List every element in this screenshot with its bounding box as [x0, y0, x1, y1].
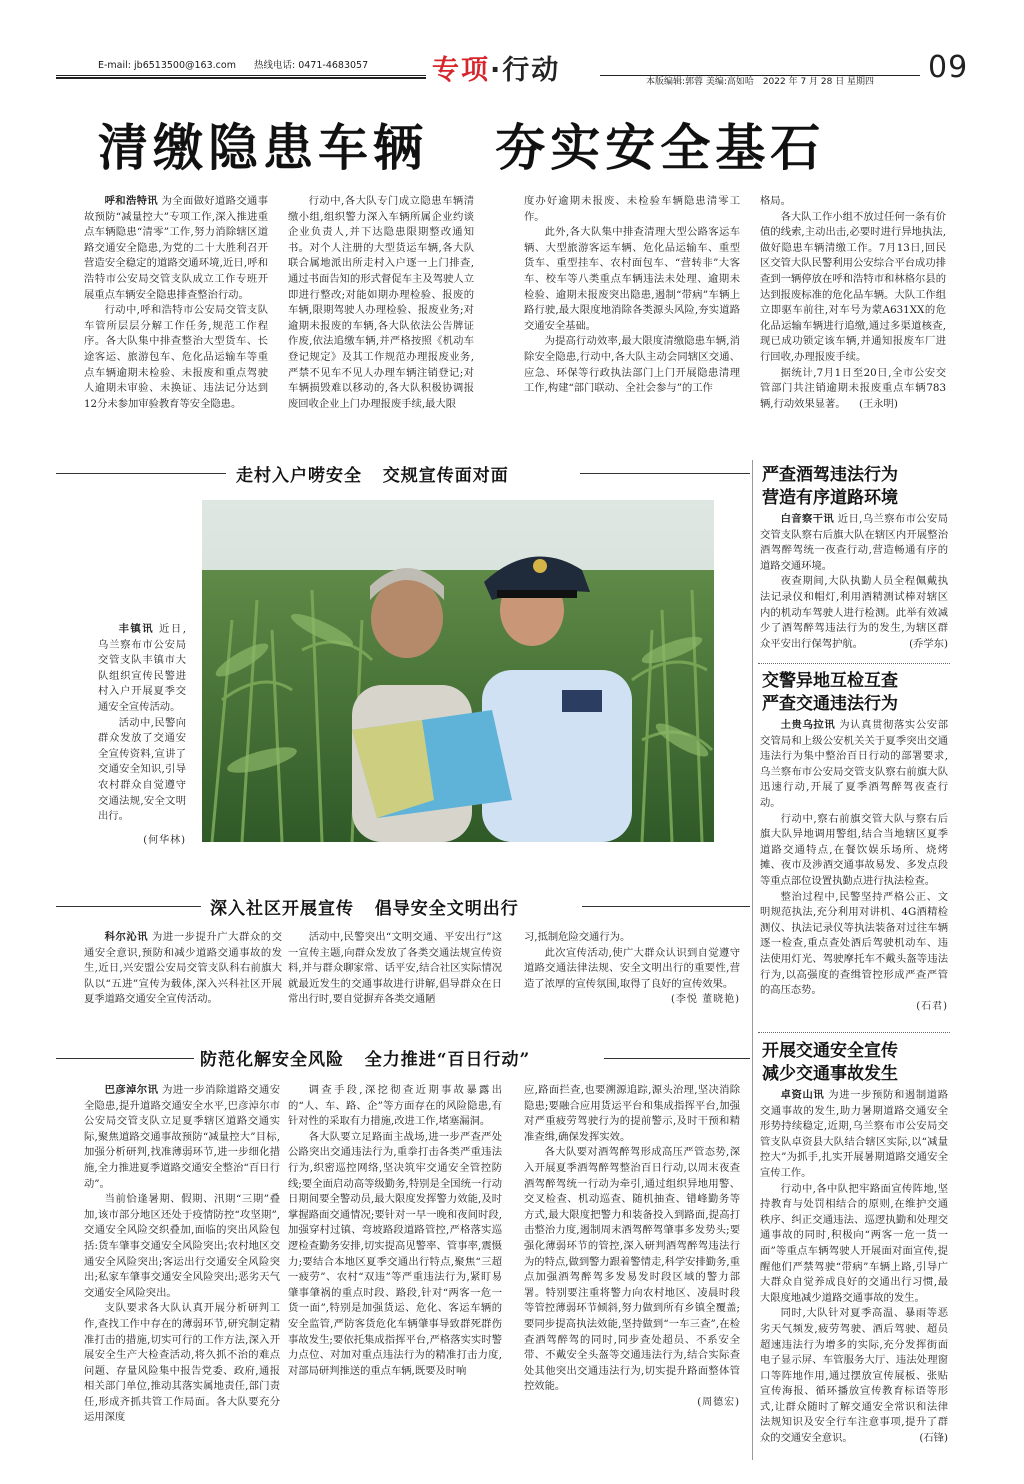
- paragraph: 各大队工作小组不放过任何一条有价值的线索,主动出击,必要时进行异地执法,做好隐患车辆清缴工作。7月13日,回民区交管大队民警利用公安综合平台成功排查到一辆停放在呼和浩特市和林格尔县的达到报废标准的危化品车辆。大队工作组立即驱车前往,对车号为蒙A631XX的危化品运输车辆进行追缴,通过多渠道核查,现已成功锁定该车辆,并通知报废车厂进行回收,办理报废手续。: [760, 210, 946, 363]
- byline: (周德宏): [697, 1396, 740, 1408]
- paragraph: 为全面做好道路交通事故预防“减量控大”专项工作,深入推进重点车辆隐患“清零”工作,努力消除辖区道路交通安全隐患,为党的二十大胜利召开营造安全稳定的道路交通环境,近日,呼和浩特市公安局交管支队成立工作专班开展重点车辆安全隐患排查整治行动。: [84, 195, 268, 301]
- hotline-number: 0471-4683057: [298, 60, 369, 71]
- paragraph: 此次宣传活动,使广大群众认识到自觉遵守道路交通法律法规、安全文明出行的重要性,营造了浓厚的宣传氛围,取得了良好的宣传效果。: [524, 946, 740, 990]
- paragraph: 夜查期间,大队执勤人员全程佩戴执法记录仪和帽灯,利用酒精测试棒对辖区内的机动车驾驶人进行检测。此举有效减少了酒驾醉驾违法行为的发生,为辖区群众平安出行保驾护航。 (乔学东): [760, 574, 948, 652]
- photo-story-title: 走村入户唠安全 交规宣传面对面: [236, 466, 509, 486]
- issue-date: 2022 年 7 月 28 日 星期四: [762, 77, 875, 87]
- paragraph: 整治过程中,民警坚持严格公正、文明规范执法,充分利用对讲机、4G酒精检测仪、执法记录仪等执法装备对过往车辆逐一检查,重点查处酒后驾驶机动车、违法使用灯光、驾驶摩托车不戴头盔等违法行为,以高强度的查缉管控形成严查严管的高压态势。: [760, 890, 948, 997]
- paragraph: 各大队要对酒驾醉驾形成高压严管态势,深入开展夏季酒驾醉驾整治百日行动,以周末夜查酒驾醉驾统一行动为牵引,通过组织异地用警、交叉检查、机动巡查、随机抽查、错峰勤务等方式,最大限度把警力和装备投入到路面,提高打击整治力度,遏制周末酒驾醉驾肇事多发势头;要强化薄弱环节的管控,深入研判酒驾醉驾违法行为的特点,做到警力跟着警情走,科学安排勤务,重点加强酒驾醉驾多发易发时段区域的警力部署。特别要注重将警力向农村地区、凌晨时段等管控薄弱环节倾斜,努力做到所有乡镇全覆盖;要同步提高执法效能,坚持做到“一车三查”,在检查酒驾醉驾的同时,同步查处超员、不系安全带、不戴安全头盔等交通违法行为,结合实际查处其他突出交通违法行为,切实提升路面整体管控效能。: [524, 1146, 740, 1393]
- article3-title: 防范化解安全风险 全力推进“百日行动”: [200, 1050, 531, 1070]
- paragraph: 同时,大队针对夏季高温、暴雨等恶劣天气频发,疲劳驾驶、酒后驾驶、超员超速违法行为增多的实际,充分发挥街面电子显示屏、车管服务大厅、违法处理窗口等阵地作用,通过摆放宣传展板、张贴宣传海报、循环播放宣传教育标语等形式,让群众随时了解交通安全常识和法律法规知识及安全行车注意事项,提升了群众的交通安全意识。 (石锋): [760, 1306, 948, 1446]
- sidebar-item2-text: [760, 718, 948, 1028]
- byline: (王永明): [858, 397, 898, 410]
- paragraph: 行动中,察右前旗交管大队与察右后旗大队异地调用警组,结合当地辖区夏季道路交通特点,在餐饮娱乐场所、烧烤摊、夜市及涉酒交通事故易发、多发点段等重点部位设置执勤点进行执法检查。: [760, 812, 948, 887]
- email-address[interactable]: jb6513500@163.com: [134, 60, 236, 71]
- header-rule-left: [56, 75, 426, 76]
- paragraph: 此外,各大队集中排查清理大型公路客运车辆、大型旅游客运车辆、危化品运输车、重型货车、重型挂车、农村面包车、“营转非”大客车、校车等八类重点车辆违法未处理、逾期未检验、逾期未报废突出隐患,遏制“带病”车辆上路行驶,最大限度地消除各类源头风险,夯实道路交通安全基础。: [524, 226, 740, 332]
- byline: (石锋): [919, 1432, 948, 1445]
- dateline: 科尔沁讯: [104, 931, 149, 943]
- main-article-col-2: [288, 194, 474, 462]
- sidebar-item1-title-line1: 严查酒驾违法行为: [762, 465, 898, 485]
- paragraph: 为进一步消除道路交通安全隐患,提升道路交通安全水平,巴彦淖尔市公安局交管支队立足夏季辖区道路交通实际,聚焦道路交通事故预防“减量控大”目标,加强分析研判,找准薄弱环节,进一步细化措施,全力推进夏季道路交通安全整治“百日行动”。: [84, 1084, 280, 1190]
- article2-col-3: [524, 930, 740, 1030]
- sidebar-separator-2: [758, 1032, 950, 1033]
- email-label: E-mail:: [98, 60, 131, 71]
- paragraph: 各大队要立足路面主战场,进一步严查严处公路突出交通违法行为,重拳打击各类严重违法行为,织密巡控网络,坚决筑牢交通安全管控防线;要全面启动高等级勤务,特别是全国统一行动日期间要全警动员,最大限度发挥警力效能,及时掌握路面交通情况;要针对一早一晚和夜间时段,加强穿村过镇、弯坡路段道路管控,严格落实巡逻检查勤务安排,切实提高见警率、管事率,震慑力;要结合本地区夏季交通出行特点,聚焦“三超一疲劳”、农村“双违”等严重违法行为,紧盯易肇事肇祸的重点时段、路段,针对“两客一危一货一面”,特别是加强货运、危化、客运车辆的安全监管,严防客货危化车辆肇事导致群死群伤事故发生;要依托集成指挥平台,严格落实实时警力点位、对加对重点违法行为的精准打击力度,对部局研判推送的重点车辆,既要及时响: [288, 1130, 502, 1377]
- sidebar-item2-title: [762, 670, 952, 716]
- main-article-col-3: [524, 194, 740, 462]
- sidebar-separator-1: [758, 663, 950, 664]
- article2-col-1: [84, 930, 282, 1030]
- byline: (石君): [916, 1000, 948, 1012]
- dateline: 丰镇讯: [118, 623, 155, 635]
- article3-col-1: [84, 1083, 280, 1459]
- main-headline: 清缴隐患车辆 夯实安全基石: [98, 119, 826, 177]
- paragraph: 行动中,各中队把牢路面宣传阵地,坚持教育与处罚相结合的原则,在维护交通秩序、纠正交通违法、巡逻执勤和处理交通事故的同时,积极向“两客一危一货一面”等重点车辆驾驶人开展面对面宣传,提醒他们严禁驾驶“带病”车辆上路,引导广大群众自觉养成良好的交通出行习惯,最大限度地减少道路交通事故的发生。: [760, 1182, 948, 1304]
- byline: (乔学东): [909, 637, 948, 650]
- article2-rule-left: [56, 906, 201, 907]
- byline: (何华林): [143, 834, 186, 846]
- article2-title: 深入社区开展宣传 倡导安全文明出行: [210, 899, 519, 919]
- paragraph: 当前恰逢暑期、假期、汛期“三期”叠加,该市部分地区还处于疫情防控“攻坚期”,交通安全风险交织叠加,面临的突出风险包括:货车肇事交通安全风险突出;农村地区交通安全风险突出;客运出行交通安全风险突出;私家车肇事交通安全风险突出;恶劣天气交通安全风险突出。: [84, 1193, 280, 1299]
- header-rule-left-thick: [56, 77, 426, 79]
- paragraph: 近日,乌兰察布市公安局交管支队察右后旗大队在辖区内开展整治酒驾醉驾统一夜查行动,营造畅通有序的道路交通环境。: [760, 513, 948, 572]
- sidebar-item1-text: [760, 512, 948, 660]
- sidebar-item2-title-line2: 严查交通违法行为: [762, 694, 898, 714]
- editors-line: [646, 76, 874, 89]
- sidebar-item1-title: [762, 464, 952, 510]
- paragraph: 行动中,各大队专门成立隐患车辆清缴小组,组织警力深入车辆所属企业约谈企业负责人,并下达隐患限期整改通知书。对个人注册的大型货运车辆,各大队联合属地派出所走村入户逐一上门排查,通过书面告知的形式督促车主及驾驶人立即进行整改;对能如期办理检验、报废的车辆,限期驾驶人办理检验、报废业务;对逾期未报废的车辆,各大队依法公告牌证作废,依法追缴车辆,并严格按照《机动车登记规定》及其工作规范办理报废业务,严禁不见车不见人办理车辆注销登记;对车辆损毁难以移动的,各大队积极协调报废回收企业上门办理报废手续,最大限: [288, 195, 474, 410]
- hotline-label: 热线电话:: [254, 60, 296, 71]
- main-article-col-1: [84, 194, 268, 462]
- dateline: 白音察干讯: [780, 513, 835, 525]
- photo-story-rule-left: [56, 473, 226, 474]
- article2-col-2: [288, 930, 502, 1030]
- dateline: 土贵乌拉讯: [780, 719, 836, 731]
- section-name-part2: 行动: [502, 55, 561, 86]
- page-number: 09: [928, 50, 969, 85]
- paragraph: 为提高行动效率,最大限度清缴隐患车辆,消除安全隐患,行动中,各大队主动会同辖区交通、应急、环保等行政执法部门上门开展隐患清理工作,构建“部门联动、全社会参与”的工作: [524, 335, 740, 395]
- sidebar-item2-title-line1: 交警异地互检互查: [762, 671, 898, 691]
- article3-col-3: [524, 1083, 740, 1459]
- byline: (李悦 董晓艳): [671, 994, 740, 1006]
- paragraph: 活动中,民警突出“文明交通、平安出行”这一宣传主题,向群众发放了各类交通法规宣传资料,并与群众聊家常、话平安,结合社区实际情况就最近发生的交通事故进行讲解,倡导群众在日常出行时,要自觉摒弃各类交通陋: [288, 931, 502, 1006]
- paragraph: 近日,乌兰察布市公安局交管支队丰镇市大队组织宣传民警进村入户开展夏季交通安全宣传活动。: [98, 623, 186, 713]
- paragraph: 习,抵制危险交通行为。: [524, 931, 631, 943]
- cornfield-photo: [202, 500, 714, 842]
- sidebar-item3-text: [760, 1088, 948, 1460]
- dateline: 卓资山讯: [780, 1089, 825, 1101]
- sidebar-divider: [752, 460, 753, 1460]
- sidebar-item3-title-line1: 开展交通安全宣传: [762, 1041, 898, 1061]
- news-photo: [202, 500, 714, 842]
- section-name-part1: 专项: [432, 55, 490, 86]
- sidebar-item3-title-line2: 减少交通事故发生: [762, 1064, 898, 1084]
- paragraph: 度办好逾期未报废、未检验车辆隐患清零工作。: [524, 195, 740, 223]
- sidebar-item3-title: [762, 1040, 952, 1086]
- main-article-col-4: [760, 194, 946, 462]
- article3-rule-left: [56, 1058, 194, 1059]
- paragraph: 据统计,7月1日至20日,全市公安交管部门共注销逾期未报废重点车辆783辆,行动效果显著。 (王永明): [760, 366, 946, 410]
- section-dot: ·: [490, 55, 503, 86]
- paragraph: 格局。: [760, 195, 791, 207]
- paragraph: 应,路面拦查,也要溯源追踪,源头治理,坚决消除隐患;要融合应用货运平台和集成指挥平台,加强对严重疲劳驾驶行为的提前警示,及时干预和精准查缉,确保发挥实效。: [524, 1084, 740, 1143]
- paragraph: 支队要求各大队认真开展分析研判工作,查找工作中存在的薄弱环节,研究制定精准打击的措施,切实可行的工作方法,深入开展安全生产大检查活动,将久抓不治的难点问题、存量风险集中报告党委、政府,通报相关部门单位,推动其落实属地责任,部门责任,形成齐抓共管工作局面。各大队要充分运用深度: [84, 1302, 280, 1424]
- photo-story-text: [98, 622, 186, 852]
- section-name: [432, 48, 560, 87]
- hotline-line: [254, 59, 368, 72]
- paragraph: 调查手段,深挖彻查近期事故暴露出的“人、车、路、企”等方面存在的风险隐患,有针对性的采取有力措施,改进工作,堵塞漏洞。: [288, 1084, 502, 1128]
- paragraph: 活动中,民警向群众发放了交通安全宣传资料,宣讲了交通安全知识,引导农村群众自觉遵守交通法规,安全文明出行。: [98, 716, 186, 823]
- paragraph: 为认真贯彻落实公安部交管局和上级公安机关关于夏季突出交通违法行为集中整治百日行动的部署要求,乌兰察布市公安局交管支队察右前旗大队迅速行动,开展了夏季酒驾醉驾夜查行动。: [760, 719, 948, 809]
- article3-col-2: [288, 1083, 502, 1459]
- dateline: 巴彦淖尔讯: [104, 1084, 159, 1096]
- email-line: [98, 59, 236, 72]
- article2-rule-right: [582, 906, 750, 907]
- header-rule-right: [600, 75, 920, 76]
- sidebar-item1-title-line2: 营造有序道路环境: [762, 488, 898, 508]
- dateline: 呼和浩特讯: [104, 195, 158, 207]
- paragraph: 行动中,呼和浩特市公安局交管支队车管所层层分解工作任务,规范工作程序。各大队集中排查整治大型货车、长途客运、旅游包车、危化品运输车等重点车辆逾期未检验、未报废和重点驾驶人逾期未审验、未换证、违法记分达到12分未参加审验教育等安全隐患。: [84, 304, 268, 410]
- article3-rule-right: [604, 1058, 750, 1059]
- paragraph: 为进一步提升广大群众的交通安全意识,预防和减少道路交通事故的发生,近日,兴安盟公安局交管支队科右前旗大队以“五进”宣传为载体,深入兴科社区开展夏季道路交通安全宣传活动。: [84, 931, 282, 1006]
- editors: 本版编辑:郭蓉 美编:高如哈: [646, 77, 754, 87]
- paragraph: 为进一步预防和遏制道路交通事故的发生,助力暑期道路交通安全形势持续稳定,近期,乌兰察布市公安局交管支队卓资县大队结合辖区实际,以“减量控大”为抓手,扎实开展暑期道路交通安全宣传工作。: [760, 1089, 948, 1179]
- photo-story-rule-right: [580, 473, 750, 474]
